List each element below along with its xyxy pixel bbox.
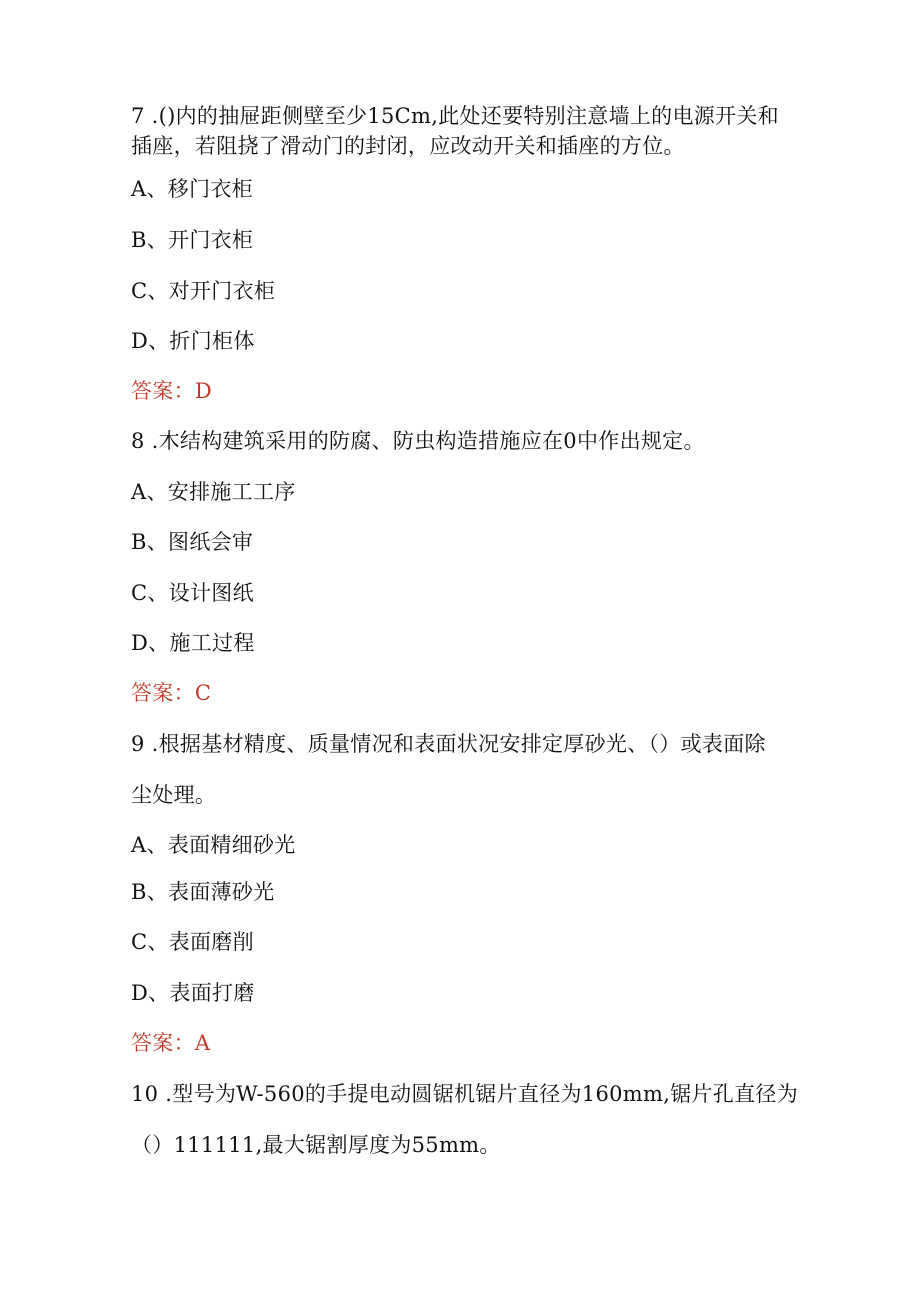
question-8-option-d: D、施工过程 xyxy=(131,631,255,655)
question-7-option-d: D、折门柜体 xyxy=(131,329,255,353)
question-10-stem-line-2: （）111111,最大锯割厚度为55mm。 xyxy=(131,1133,501,1157)
question-7-stem-line-1: 7 .()内的抽屉距侧壁至少15Cm,此处还要特别注意墙上的电源开关和 xyxy=(131,104,779,128)
question-8-option-b: B、图纸会审 xyxy=(131,530,254,554)
question-7-stem-line-2: 插座，若阻挠了滑动门的封闭，应改动开关和插座的方位。 xyxy=(131,134,685,158)
question-8-option-c: C、设计图纸 xyxy=(131,581,254,605)
question-7-option-b: B、开门衣柜 xyxy=(131,228,254,252)
question-9-stem-line-1: 9 .根据基材精度、质量情况和表面状况安排定厚砂光、（）或表面除 xyxy=(131,732,766,756)
question-10-stem-line-1: 10 .型号为W-560的手提电动圆锯机锯片直径为160mm,锯片孔直径为 xyxy=(131,1082,798,1106)
question-9-option-d: D、表面打磨 xyxy=(131,981,255,1005)
question-8-stem-line-1: 8 .木结构建筑采用的防腐、防虫构造措施应在0中作出规定。 xyxy=(131,429,705,453)
question-7-answer: 答案：D xyxy=(131,379,213,403)
question-9-option-b: B、表面薄砂光 xyxy=(131,880,275,904)
question-7-option-a: A、移门衣柜 xyxy=(131,177,253,201)
question-9-stem-line-2: 尘处理。 xyxy=(131,783,217,807)
question-8-answer: 答案：C xyxy=(131,681,212,705)
question-8-option-a: A、安排施工工序 xyxy=(131,480,296,504)
question-7-option-c: C、对开门衣柜 xyxy=(131,279,276,303)
question-9-option-a: A、表面精细砂光 xyxy=(131,833,296,857)
question-9-answer: 答案：A xyxy=(131,1031,211,1055)
question-9-option-c: C、表面磨削 xyxy=(131,930,254,954)
